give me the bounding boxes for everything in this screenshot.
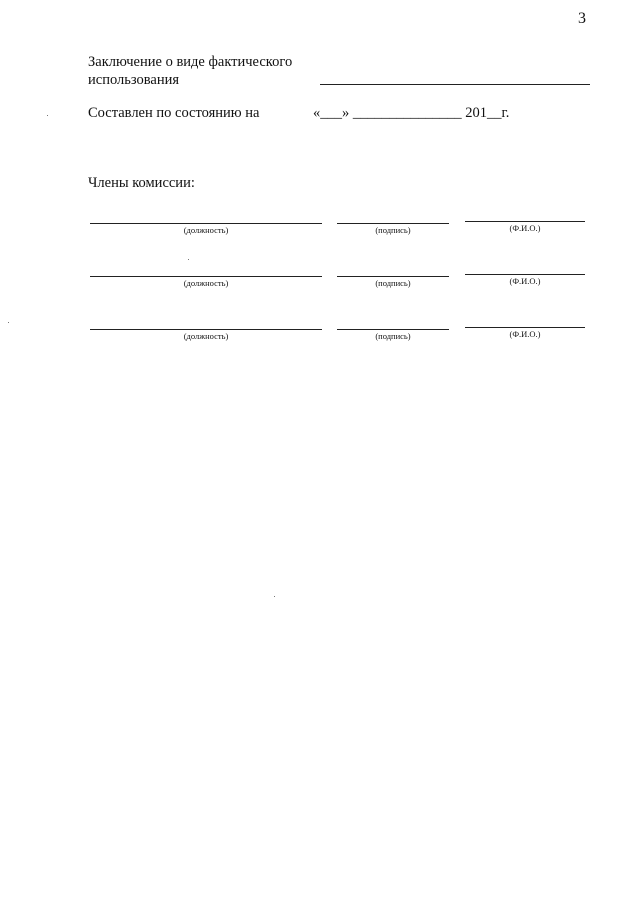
- position-caption: (должность): [183, 278, 229, 288]
- page-number: 3: [578, 10, 586, 27]
- conclusion-label: Заключение о виде фактического использования: [88, 54, 293, 88]
- conclusion-fill-line[interactable]: [320, 84, 590, 85]
- commission-members-title: Члены комиссии:: [88, 175, 195, 191]
- scan-speck: [274, 596, 275, 597]
- signature-caption: (подпись): [375, 331, 411, 341]
- full-name-line[interactable]: [465, 327, 585, 328]
- signature-row: [0, 223, 640, 253]
- full-name-caption: (Ф.И.О.): [509, 276, 541, 286]
- position-caption: (должность): [183, 225, 229, 235]
- position-line[interactable]: [90, 223, 322, 224]
- full-name-line[interactable]: [465, 274, 585, 275]
- signature-caption: (подпись): [375, 225, 411, 235]
- position-line[interactable]: [90, 276, 322, 277]
- scan-speck: [8, 322, 9, 323]
- signature-row: [0, 276, 640, 306]
- full-name-line[interactable]: [465, 221, 585, 222]
- as-of-label: Составлен по состоянию на: [88, 105, 260, 121]
- full-name-caption: (Ф.И.О.): [509, 223, 541, 233]
- signature-line[interactable]: [337, 223, 449, 224]
- scan-speck: [188, 259, 189, 260]
- position-caption: (должность): [183, 331, 229, 341]
- scan-speck: [47, 115, 48, 116]
- signature-line[interactable]: [337, 329, 449, 330]
- full-name-caption: (Ф.И.О.): [509, 329, 541, 339]
- signature-caption: (подпись): [375, 278, 411, 288]
- as-of-date-field[interactable]: «___» _______________ 201__г.: [313, 105, 510, 121]
- position-line[interactable]: [90, 329, 322, 330]
- signature-line[interactable]: [337, 276, 449, 277]
- signature-row: [0, 329, 640, 359]
